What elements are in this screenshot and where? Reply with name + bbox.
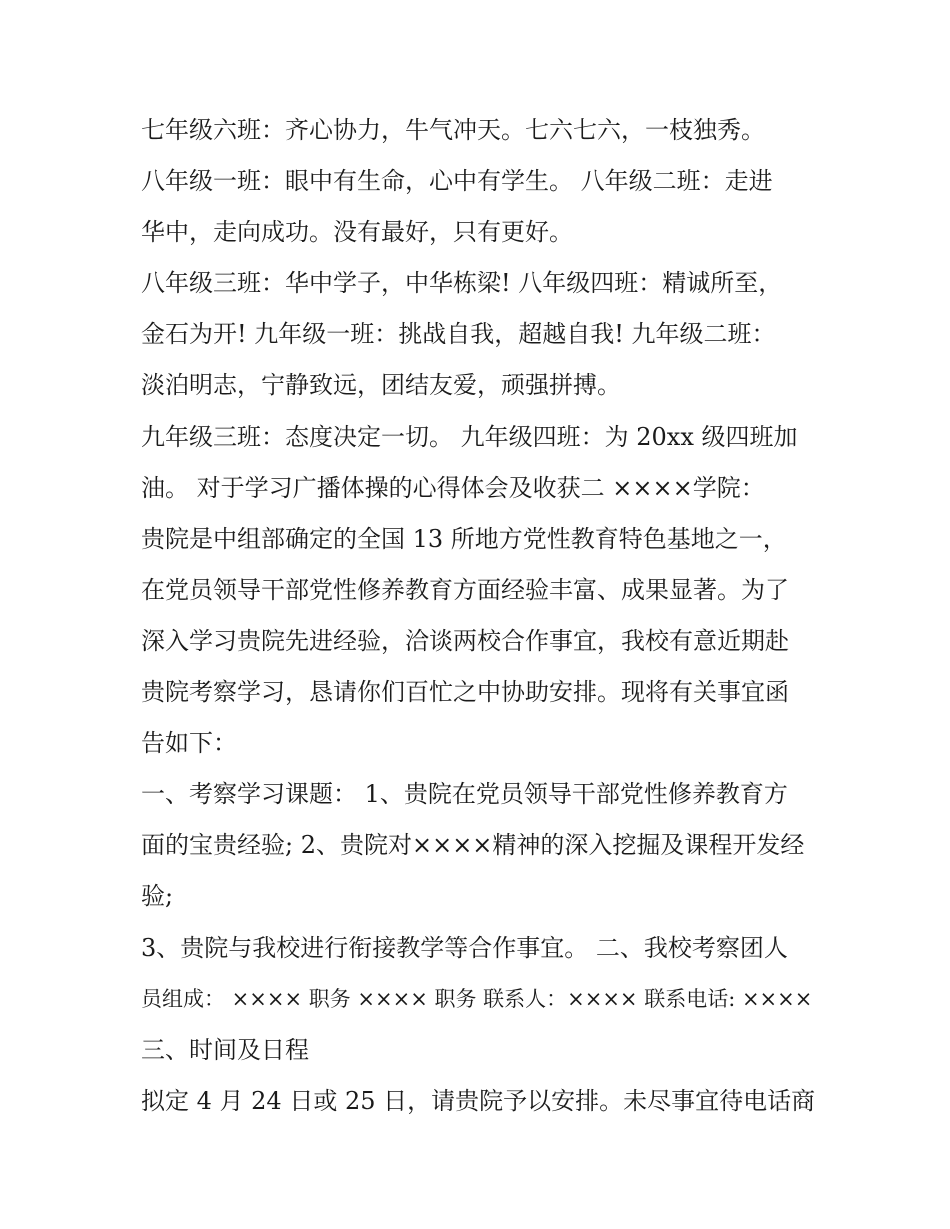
text-line: 淡泊明志，宁静致远，团结友爱，顽强拼搏。 bbox=[141, 371, 621, 400]
text-line: 面的宝贵经验; 2、贵院对××××精神的深入挖掘及课程开发经 bbox=[141, 831, 805, 860]
body-text bbox=[141, 108, 821, 1130]
text-line: 八年级三班：华中学子，中华栋梁! 八年级四班：精诚所至， bbox=[141, 269, 783, 298]
text-line: 一、考察学习课题： 1、贵院在党员领导干部党性修养教育方 bbox=[141, 780, 788, 809]
text-line: 油。 对于学习广播体操的心得体会及收获二 ××××学院： bbox=[141, 473, 765, 502]
text-line: 员组成： ×××× 职务 ×××× 职务 联系人：×××× 联系电话: ×××× bbox=[141, 986, 813, 1011]
text-line: 三、时间及日程 bbox=[141, 1035, 309, 1064]
text-line: 华中，走向成功。没有最好，只有更好。 bbox=[141, 218, 573, 247]
text-line: 验; bbox=[141, 882, 174, 911]
text-line: 贵院考察学习，恳请你们百忙之中协助安排。现将有关事宜函 bbox=[141, 678, 789, 707]
text-line: 告如下： bbox=[141, 729, 237, 758]
text-line: 八年级一班：眼中有生命，心中有学生。 八年级二班：走进 bbox=[141, 167, 773, 196]
text-line: 在党员领导干部党性修养教育方面经验丰富、成果显著。为了 bbox=[141, 575, 789, 604]
text-line: 九年级三班：态度决定一切。 九年级四班：为 20xx 级四班加 bbox=[141, 422, 798, 451]
text-line: 贵院是中组部确定的全国 13 所地方党性教育特色基地之一， bbox=[141, 524, 787, 553]
text-line: 金石为开! 九年级一班：挑战自我，超越自我! 九年级二班： bbox=[141, 320, 776, 349]
text-line: 深入学习贵院先进经验，洽谈两校合作事宜，我校有意近期赴 bbox=[141, 626, 789, 655]
text-line: 拟定 4 月 24 日或 25 日，请贵院予以安排。未尽事宜待电话商 bbox=[141, 1086, 816, 1115]
text-line: 3、贵院与我校进行衔接教学等合作事宜。 二、我校考察团人 bbox=[141, 933, 788, 962]
text-line: 七年级六班：齐心协力，牛气冲天。七六七六，一枝独秀。 bbox=[141, 116, 765, 144]
